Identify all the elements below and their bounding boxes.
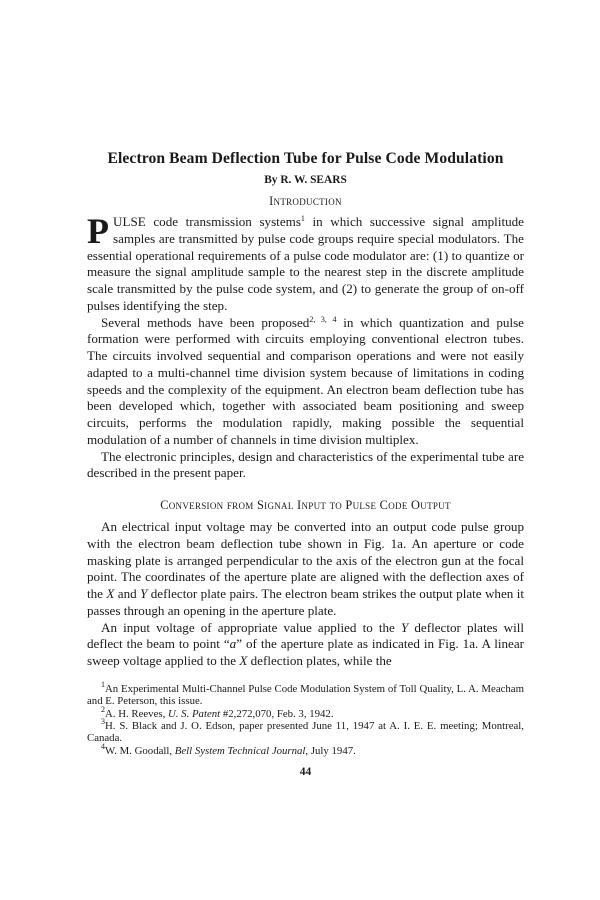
paragraph: The electronic principles, design and characteristics of the experimental tube are described in the present paper. [87, 448, 524, 481]
paragraph-text: deflector plates will deflect the beam to point “ [87, 619, 524, 652]
paper-title: Electron Beam Deflection Tube for Pulse Code Modulation [107, 150, 504, 167]
variable-x: X [239, 653, 248, 668]
footnote-number: 1 [101, 679, 105, 689]
paragraph [87, 620, 524, 670]
conversion-section [87, 519, 524, 670]
paragraph [87, 211, 524, 315]
drop-cap: P [87, 211, 109, 251]
footnote-number: 2 [101, 704, 105, 714]
footnote-italic: Bell System Technical Journal [174, 744, 306, 757]
paragraph-text: ULSE code transmission systems [113, 214, 301, 229]
paragraph-text: An electrical input voltage may be converted into an output code pulse group with the electron beam deflection tube shown in Fig. 1a. An aperture or code masking plate is arranged perpendicular to the axis of the electron gun at the focal point. The coordinates of the aperture plate are aligned with the deflection axes of the [87, 519, 524, 601]
footnote-italic: U. S. Patent [167, 707, 221, 720]
footnotes [87, 679, 524, 757]
introduction-section [87, 211, 524, 482]
paragraph [87, 315, 524, 449]
paragraph-text: Several methods have been proposed [101, 314, 310, 330]
section-heading-introduction: Introduction [269, 194, 342, 208]
paper-page [87, 150, 524, 778]
footnote-number: 3 [101, 716, 105, 726]
paragraph-text: in which quantization and pulse formation were performed with circuits employing conventional electron tubes. The circuits involved sequential and comparison operations and were not easily adapted to a multi-channel time division system because of limitations in coding speeds and the complexity of the equipment. An electron beam deflection tube has been developed which, together with associated beam positioning and sweep circuits, performs the modulation rapidly, making possible the sequential modulation of a number of channels in time division multiplex. [87, 314, 524, 447]
variable-y: Y [400, 619, 409, 635]
footnote [87, 716, 524, 745]
footnote-text: An Experimental Multi-Channel Pulse Code Modulation System of Toll Quality, L. A. Meacham and E. Peterson, this issue. [87, 682, 524, 708]
paragraph-text: deflector plate pairs. The electron beam strikes the output plate when it passes through an opening in the aperture plate. [87, 586, 524, 618]
paragraph-text: and [114, 586, 141, 601]
footnote-number: 4 [101, 741, 105, 751]
footnote-text: #2,272,070, Feb. 3, 1942. [220, 707, 334, 720]
footnote [87, 679, 524, 708]
footnote-text: H. S. Black and J. O. Edson, paper presented June 11, 1947 at A. I. E. E. meeting; Montreal, Canada. [87, 719, 524, 745]
footnote-text: W. M. Goodall, [105, 744, 175, 757]
paragraph-text: in which successive signal amplitude samples are transmitted by pulse code groups require special modulators. The essential operational requirements of a pulse code modulator are: (1) to quantize or measure the signal amplitude sample to the nearest step in the discrete amplitude scale transmitted by the pulse code system, and (2) to generate the group of on-off pulses identifying the step. [87, 214, 524, 313]
paragraph-text: ” of the aperture plate as indicated in Fig. 1a. A linear sweep voltage applied to the [87, 636, 525, 668]
variable-x: X [106, 586, 115, 601]
page-number: 44 [299, 766, 312, 779]
author-byline: By R. W. SEARS [264, 174, 347, 186]
point-label: a [229, 636, 237, 652]
paragraph-text: An input voltage of appropriate value applied to the [101, 619, 401, 635]
variable-y: Y [140, 586, 148, 601]
footnote [87, 704, 524, 720]
paragraph-text: deflection plates, while the [247, 653, 392, 668]
footnote [87, 741, 524, 757]
footnote-text: , July 1947. [305, 744, 356, 757]
paragraph [87, 519, 524, 620]
footnote-ref[interactable]: 1 [300, 214, 305, 223]
section-heading-conversion: Conversion from Signal Input to Pulse Code Output [160, 498, 451, 512]
footnote-ref[interactable]: 2, 3, 4 [309, 314, 337, 324]
footnote-text: A. H. Reeves, [105, 707, 168, 720]
